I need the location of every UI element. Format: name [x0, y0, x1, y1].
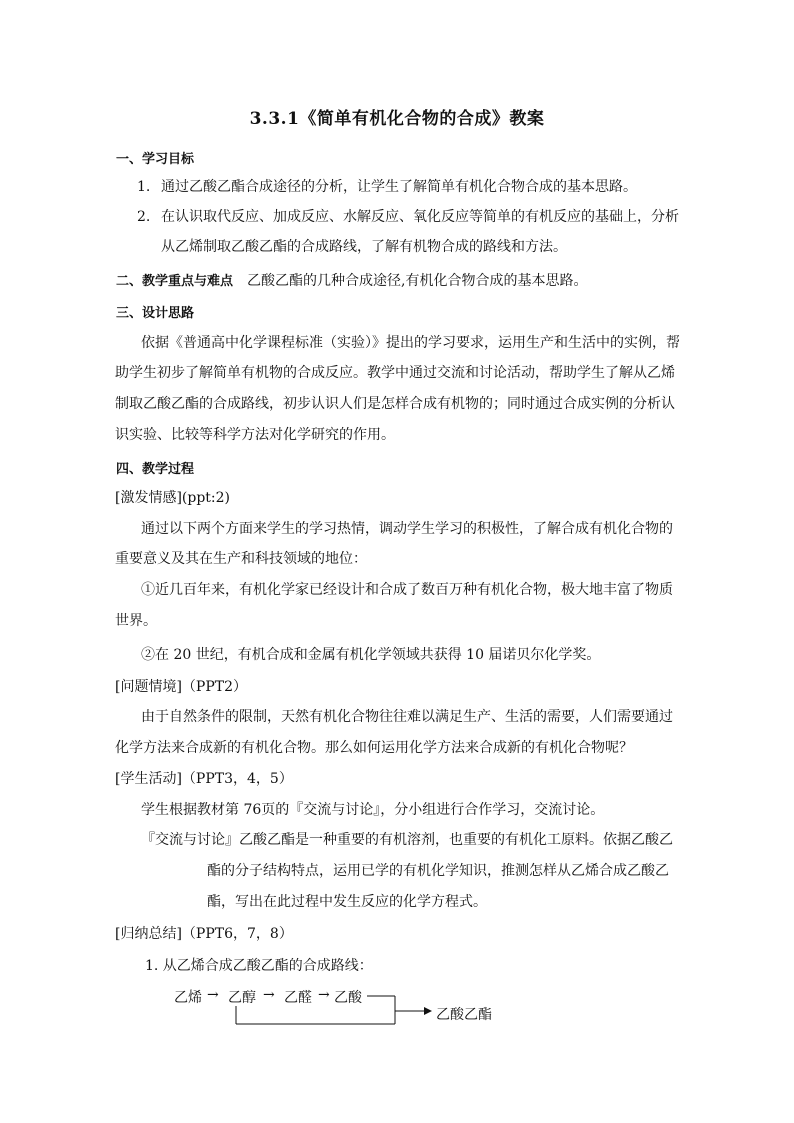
section-heading-process: 四、教学过程 — [116, 462, 195, 477]
section-heading-design: 三、设计思路 — [116, 306, 195, 321]
objective-number: 2. — [137, 209, 151, 225]
document-title: 3.3.1《简单有机化合物的合成》教案 — [249, 109, 545, 129]
problem-line: 由于自然条件的限制，天然有机化合物往往难以满足生产、生活的需要，人们需要通过 — [141, 709, 673, 725]
activity-line: 酯，写出在此过程中发生反应的化学方程式。 — [207, 894, 487, 910]
activity-line: 『交流与讨论』乙酸乙酯是一种重要的有机溶剂，也重要的有机化工原料。依据乙酸乙 — [141, 832, 673, 848]
summary-item-1: 1. 从乙烯合成乙酸乙酯的合成路线： — [145, 958, 373, 974]
objective-item-2-continued: 从乙烯制取乙酸乙酯的合成路线，了解有机物合成的路线和方法。 — [161, 239, 567, 255]
key-points-text: 乙酸乙酯的几种合成途径,有机化合物合成的基本思路。 — [247, 273, 588, 289]
stage-label-student-activity: [学生活动]（PPT3，4，5） — [115, 771, 293, 787]
design-paragraph-line: 识实验、比较等科学方法对化学研究的作用。 — [115, 427, 395, 443]
activity-line: 酯的分子结构特点，运用已学的有机化学知识，推测怎样从乙烯合成乙酸乙 — [207, 863, 669, 879]
design-paragraph-line: 依据《普通高中化学课程标准（实验）》提出的学习要求，运用生产和生活中的实例，帮 — [141, 335, 680, 351]
objective-number: 1. — [137, 179, 151, 195]
arrowhead-icon — [424, 1007, 432, 1015]
design-paragraph-line: 助学生初步了解简单有机物的合成反应。教学中通过交流和讨论活动，帮助学生了解从乙烯 — [115, 365, 675, 381]
node-ethyl-acetate: 乙酸乙酯 — [436, 1007, 492, 1023]
stage-label-motivation: [激发情感](ppt:2) — [115, 490, 231, 506]
objective-text: 在认识取代反应、加成反应、水解反应、氧化反应等简单的有机反应的基础上，分析 — [161, 209, 679, 225]
motivation-line: 通过以下两个方面来学生的学习热情，调动学生学习的积极性，了解合成有机化合物的 — [141, 521, 673, 537]
stage-label-summary: [归纳总结]（PPT6，7，8） — [115, 926, 293, 942]
motivation-point-1: ①近几百年来，有机化学家已经设计和合成了数百万种有机化合物，极大地丰富了物质 — [141, 582, 673, 598]
section-heading-text: 二、教学重点与难点 — [116, 274, 234, 289]
arrow-icon: → — [263, 987, 275, 1003]
motivation-line: 重要意义及其在生产和科技领域的地位： — [115, 551, 367, 567]
problem-line: 化学方法来合成新的有机化合物。那么如何运用化学方法来合成新的有机化合物呢？ — [115, 740, 633, 756]
section-heading-objectives: 一、学习目标 — [116, 152, 195, 167]
node-ethanol: 乙醇 — [228, 990, 256, 1006]
arrow-icon: → — [318, 987, 330, 1003]
node-acetic-acid: 乙酸 — [334, 990, 362, 1006]
node-acetaldehyde: 乙醛 — [284, 990, 312, 1006]
arrow-icon: → — [207, 987, 219, 1003]
activity-line: 学生根据教材第 76页的『交流与讨论』，分小组进行合作学习，交流讨论。 — [141, 802, 605, 818]
motivation-point-1-continued: 世界。 — [115, 613, 157, 629]
motivation-point-2: ②在 20 世纪，有机合成和金属有机化学领域共获得 10 届诺贝尔化学奖。 — [141, 647, 601, 663]
node-ethylene: 乙烯 — [174, 990, 202, 1006]
design-paragraph-line: 制取乙酸乙酯的合成路线，初步认识人们是怎样合成有机物的；同时通过合成实例的分析认 — [115, 396, 675, 412]
objective-text: 通过乙酸乙酯合成途径的分析，让学生了解简单有机化合物合成的基本思路。 — [161, 179, 637, 195]
stage-label-problem: [问题情境]（PPT2） — [115, 679, 248, 695]
